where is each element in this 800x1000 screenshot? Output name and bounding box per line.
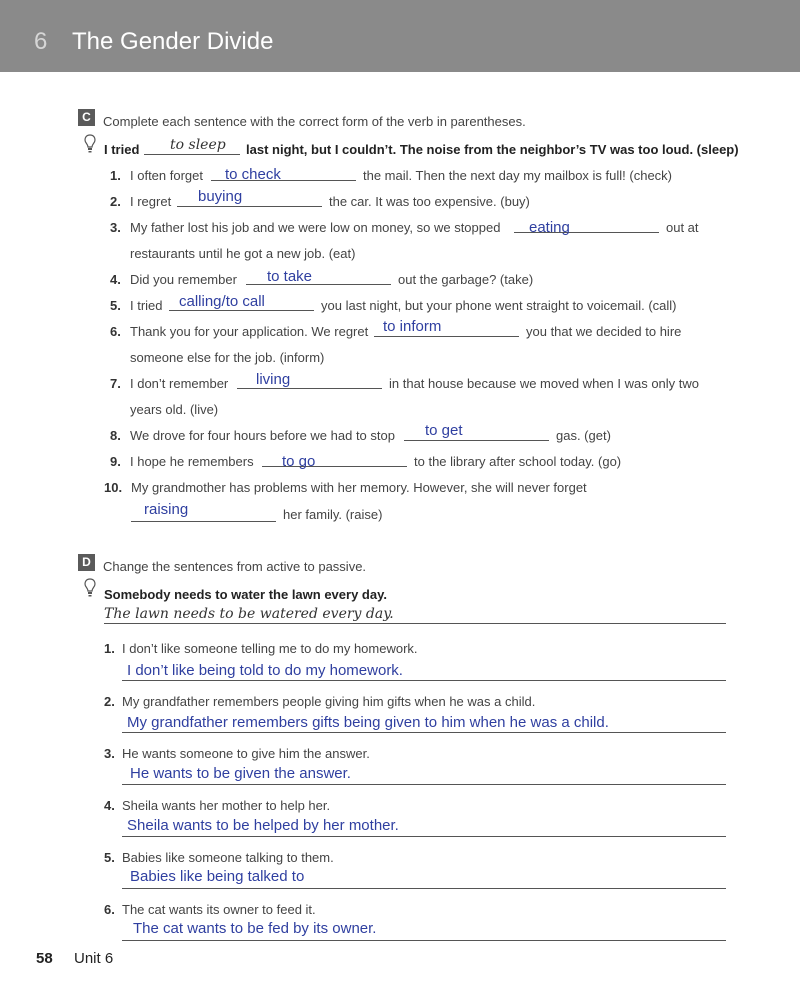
d-item-5-number: 5. bbox=[104, 850, 115, 865]
section-c-instruction: Complete each sentence with the correct form of the verb in parentheses. bbox=[103, 114, 526, 129]
d-item-5-answer: Babies like being talked to bbox=[130, 868, 305, 885]
c-item-1-number: 1. bbox=[110, 168, 121, 183]
c-item-4-pre: Did you remember bbox=[130, 272, 237, 287]
c-item-3-post: out at bbox=[666, 220, 699, 235]
c-item-2-post: the car. It was too expensive. (buy) bbox=[329, 194, 530, 209]
d-item-6-answer: The cat wants to be fed by its owner. bbox=[133, 920, 377, 937]
d-item-4-line[interactable] bbox=[122, 835, 726, 837]
section-c-badge: C bbox=[78, 109, 95, 126]
c-item-3-pre: My father lost his job and we were low on money, so we stopped bbox=[130, 220, 501, 235]
d-item-1-number: 1. bbox=[104, 641, 115, 656]
c-item-9-post: to the library after school today. (go) bbox=[414, 454, 622, 469]
c-item-5-answer: calling/to call bbox=[179, 293, 265, 310]
c-item-7-post: in that house because we moved when I was only two bbox=[389, 376, 700, 391]
c-item-3-number: 3. bbox=[110, 220, 121, 235]
c-item-2-pre: I regret bbox=[130, 194, 172, 209]
c-item-5-pre: I tried bbox=[130, 298, 163, 313]
d-item-2-prompt: My grandfather remembers people giving him gifts when he was a child. bbox=[122, 694, 536, 709]
c-item-6-post: you that we decided to hire bbox=[526, 324, 682, 339]
d-item-3-number: 3. bbox=[104, 746, 115, 761]
section-d-instruction: Change the sentences from active to passive. bbox=[103, 559, 367, 574]
c-item-3-answer: eating bbox=[529, 219, 570, 236]
c-item-5-post: you last night, but your phone went straight to voicemail. (call) bbox=[321, 298, 677, 313]
c-item-3-continued: restaurants until he got a new job. (eat) bbox=[130, 246, 356, 261]
c-item-7-continued: years old. (live) bbox=[130, 402, 219, 417]
example-c-pre: I tried bbox=[104, 142, 140, 157]
page-title: The Gender Divide bbox=[72, 28, 274, 55]
c-item-6-number: 6. bbox=[110, 324, 121, 339]
c-item-4-post: out the garbage? (take) bbox=[398, 272, 534, 287]
c-item-4-number: 4. bbox=[110, 272, 121, 287]
c-item-5-number: 5. bbox=[110, 298, 121, 313]
d-item-2-number: 2. bbox=[104, 694, 115, 709]
d-item-3-answer: He wants to be given the answer. bbox=[130, 765, 351, 782]
c-item-8-pre: We drove for four hours before we had to stop bbox=[130, 428, 395, 443]
d-item-4-answer: Sheila wants to be helped by her mother. bbox=[127, 817, 399, 834]
example-c-post: last night, but I couldn’t. The noise from the neighbor’s TV was too loud. (sleep) bbox=[246, 142, 739, 157]
c-item-8-answer: to get bbox=[425, 422, 463, 439]
c-item-9-number: 9. bbox=[110, 454, 121, 469]
d-item-5-line[interactable] bbox=[122, 887, 726, 889]
unit-number: 6 bbox=[34, 28, 48, 55]
c-item-8-post: gas. (get) bbox=[556, 428, 611, 443]
c-item-2-number: 2. bbox=[110, 194, 121, 209]
c-item-10-post: her family. (raise) bbox=[283, 507, 383, 522]
d-item-4-number: 4. bbox=[104, 798, 115, 813]
d-item-1-prompt: I don’t like someone telling me to do my homework. bbox=[122, 641, 418, 656]
d-item-1-answer: I don’t like being told to do my homework. bbox=[127, 662, 403, 679]
d-item-1-line[interactable] bbox=[122, 679, 726, 681]
c-item-9-answer: to go bbox=[282, 453, 316, 470]
page-header bbox=[0, 0, 800, 72]
c-item-1-post: the mail. Then the next day my mailbox is full! (check) bbox=[363, 168, 672, 183]
c-item-4-answer: to take bbox=[267, 268, 313, 285]
c-item-6-answer: to inform bbox=[383, 318, 442, 335]
d-item-2-line[interactable] bbox=[122, 731, 726, 733]
c-item-10-number: 10. bbox=[104, 480, 123, 495]
page-number: 58 bbox=[36, 950, 53, 967]
example-d-answer: The lawn needs to be watered every day. bbox=[104, 606, 394, 622]
c-item-1-answer: to check bbox=[225, 166, 281, 183]
d-item-3-line[interactable] bbox=[122, 783, 726, 785]
lightbulb-icon bbox=[84, 134, 96, 154]
d-item-5-prompt: Babies like someone talking to them. bbox=[122, 850, 334, 865]
section-d-badge: D bbox=[78, 554, 95, 571]
footer-unit-label: Unit 6 bbox=[74, 950, 114, 967]
c-item-7-number: 7. bbox=[110, 376, 121, 391]
example-d-line bbox=[104, 622, 726, 624]
c-item-2-answer: buying bbox=[198, 188, 243, 205]
example-d-prompt: Somebody needs to water the lawn every day. bbox=[104, 587, 387, 602]
d-item-6-number: 6. bbox=[104, 902, 115, 917]
c-item-10-pre: My grandmother has problems with her memory. However, she will never forget bbox=[131, 480, 587, 495]
c-item-7-pre: I don’t remember bbox=[130, 376, 229, 391]
c-item-8-number: 8. bbox=[110, 428, 121, 443]
example-c-answer: to sleep bbox=[170, 137, 226, 153]
d-item-6-line[interactable] bbox=[122, 939, 726, 941]
c-item-10-answer: raising bbox=[144, 501, 189, 518]
d-item-4-prompt: Sheila wants her mother to help her. bbox=[122, 798, 331, 813]
c-item-1-pre: I often forget bbox=[130, 168, 203, 183]
c-item-6-pre: Thank you for your application. We regret bbox=[130, 324, 369, 339]
c-item-9-pre: I hope he remembers bbox=[130, 454, 254, 469]
d-item-6-prompt: The cat wants its owner to feed it. bbox=[122, 902, 316, 917]
d-item-3-prompt: He wants someone to give him the answer. bbox=[122, 746, 370, 761]
c-item-6-continued: someone else for the job. (inform) bbox=[130, 350, 325, 365]
c-item-7-answer: living bbox=[256, 371, 291, 388]
d-item-2-answer: My grandfather remembers gifts being given to him when he was a child. bbox=[127, 714, 609, 731]
lightbulb-icon bbox=[84, 578, 96, 598]
